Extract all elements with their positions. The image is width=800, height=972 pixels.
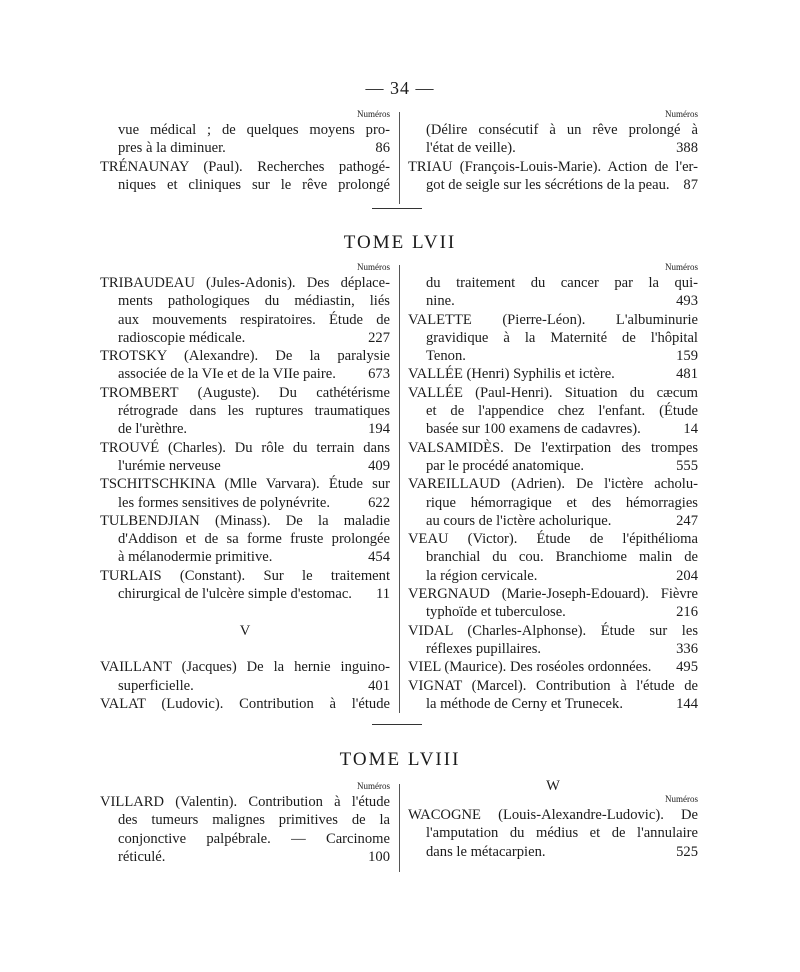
numeros-header: Numéros	[665, 262, 698, 272]
entry-line: l'amputation du médius et de l'annulaire	[426, 825, 698, 842]
entry-line	[408, 658, 698, 676]
column-divider	[399, 265, 400, 713]
column-divider	[399, 112, 400, 204]
entry-line	[100, 365, 390, 383]
entry-text: la région cervicale.	[426, 567, 538, 584]
entry-number: 401	[368, 677, 390, 694]
entry-number: 227	[368, 329, 390, 346]
entry-text: radioscopie médicale.	[118, 329, 246, 346]
entry-number: 86	[375, 140, 390, 157]
entry-number: 336	[676, 640, 698, 657]
entry-line	[100, 494, 390, 512]
tome-lvii-left-column	[100, 261, 390, 713]
entry-line	[408, 457, 698, 475]
entry-line	[408, 420, 698, 438]
entry-line: TRIBAUDEAU (Jules-Adonis). Des déplace-	[100, 275, 390, 291]
section-separator	[372, 724, 422, 725]
entry-line: ments pathologiques du médiastin, liés	[118, 293, 390, 310]
entry-number: 11	[375, 586, 390, 603]
page-number: — 34 —	[365, 78, 435, 98]
entry-text: les formes sensitives de polynévrite.	[118, 494, 330, 511]
entry-line: TROMBERT (Auguste). Du cathétérisme	[100, 384, 390, 401]
entry-text: l'urémie nerveuse	[118, 457, 221, 474]
entry-text: basée sur 100 examens de cadavres).	[426, 421, 641, 438]
entry-number: 216	[676, 604, 698, 621]
entry-number: 100	[368, 848, 390, 865]
entry-line: d'Addison et de sa forme fruste prolongée	[118, 531, 390, 548]
entry-line: aux mouvements respiratoires. Étude de	[118, 311, 390, 328]
entry-line	[100, 585, 390, 603]
entry-number: 194	[368, 421, 390, 438]
entry-text: pres à la diminuer.	[118, 140, 226, 157]
entry-line: TSCHITSCHKINA (Mlle Varvara). Étude sur	[100, 476, 390, 493]
entry-number: 493	[676, 293, 698, 310]
entry-line	[100, 677, 390, 695]
entry-line: VAILLANT (Jacques) De la hernie inguino-	[100, 659, 390, 676]
entry-number: 204	[676, 567, 698, 584]
entry-text: réflexes pupillaires.	[426, 640, 542, 657]
entry-text: réticulé.	[118, 848, 166, 865]
section-separator	[372, 208, 422, 209]
entry-line	[408, 347, 698, 365]
entry-line: (Délire consécutif à un rêve prolongé à	[426, 122, 698, 138]
entry-line	[100, 420, 390, 438]
numeros-header: Numéros	[665, 109, 698, 119]
tome-lvii-heading: TOME LVII	[343, 232, 457, 253]
tome-lvii-right-column	[408, 261, 698, 713]
entry-text: typhoïde et tuberculose.	[426, 604, 566, 621]
entry-text: chirurgical de l'ulcère simple d'estomac.	[118, 586, 352, 603]
entry-number: 14	[683, 421, 698, 438]
entry-text: la méthode de Cerny et Trunecek.	[426, 695, 623, 712]
entry-line: TURLAIS (Constant). Sur le traitement	[100, 567, 390, 584]
entry-line: WACOGNE (Louis-Alexandre-Ludovic). De	[408, 807, 698, 823]
entry-line: VALLÉE (Paul-Henri). Situation du cæcum	[408, 384, 698, 401]
entry-number: 388	[676, 140, 698, 157]
entry-line: rique hémorragique et des hémorragies	[426, 494, 698, 511]
entry-line: TRÉNAUNAY (Paul). Recherches pathogé-	[100, 158, 390, 175]
entry-number: 495	[676, 659, 698, 676]
entry-line: VALETTE (Pierre-Léon). L'albuminurie	[408, 311, 698, 328]
entry-line	[408, 695, 698, 713]
blank-line	[100, 640, 390, 658]
entry-line	[100, 139, 390, 157]
entry-line	[408, 512, 698, 530]
alphabet-letter-heading: V	[239, 622, 251, 639]
entry-text: dans le métacarpien.	[426, 843, 546, 860]
entry-line: TULBENDJIAN (Minass). De la maladie	[100, 512, 390, 529]
entry-line: gravidique à la Maternité de l'hôpital	[426, 329, 698, 346]
entry-text: associée de la VIe et de la VIIe paire.	[118, 366, 336, 383]
entry-number: 622	[368, 494, 390, 511]
entry-line	[408, 603, 698, 621]
entry-line	[408, 292, 698, 310]
entry-number: 481	[676, 366, 698, 383]
entry-text: l'état de veille).	[426, 140, 516, 157]
entry-text: VALLÉE (Henri) Syphilis et ictère.	[408, 366, 615, 383]
entry-line	[100, 548, 390, 566]
entry-text: Tenon.	[426, 348, 466, 365]
entry-line: VALAT (Ludovic). Contribution à l'étude	[100, 695, 390, 712]
entry-number: 247	[676, 512, 698, 529]
entry-number: 525	[676, 843, 698, 860]
entry-line: VAREILLAUD (Adrien). De l'ictère acholu-	[408, 476, 698, 493]
entry-line: du traitement du cancer par la qui-	[426, 275, 698, 291]
entry-text: got de seigle sur les sécrétions de la peau.	[426, 176, 670, 193]
entry-text: de l'urèthre.	[118, 421, 188, 438]
entry-line: VERGNAUD (Marie-Joseph-Edouard). Fièvre	[408, 586, 698, 603]
entry-line: niques et cliniques sur le rêve prolongé	[118, 176, 390, 193]
numeros-header: Numéros	[665, 794, 698, 804]
entry-line	[408, 139, 698, 157]
entry-line: VIGNAT (Marcel). Contribution à l'étude de	[408, 677, 698, 694]
entry-line: VIDAL (Charles-Alphonse). Étude sur les	[408, 622, 698, 639]
entry-line	[408, 640, 698, 658]
entry-line	[100, 848, 390, 866]
numeros-header: Numéros	[357, 262, 390, 272]
entry-number: 555	[676, 457, 698, 474]
tome-lviii-heading: TOME LVIII	[339, 749, 461, 770]
entry-line	[408, 365, 698, 383]
entry-line: TROTSKY (Alexandre). De la paralysie	[100, 348, 390, 365]
tome-lviii-left-column	[100, 780, 390, 866]
entry-line: conjonctive palpébrale. — Carcinome	[118, 830, 390, 847]
entry-text: superficielle.	[118, 677, 194, 694]
entry-line: VEAU (Victor). Étude de l'épithélioma	[408, 531, 698, 548]
entry-line	[408, 843, 698, 861]
entry-number: 144	[676, 695, 698, 712]
numeros-header: Numéros	[357, 109, 390, 119]
entry-line: TROUVÉ (Charles). Du rôle du terrain dans	[100, 439, 390, 456]
blank-line	[100, 603, 390, 621]
entry-line: TRIAU (François-Louis-Marie). Action de l'er-	[408, 158, 698, 175]
entry-text: au cours de l'ictère acholurique.	[426, 512, 612, 529]
entry-text: à mélanodermie primitive.	[118, 549, 273, 566]
entry-line: branchial du cou. Branchiome malin de	[426, 549, 698, 566]
entry-number: 673	[368, 366, 390, 383]
alphabet-letter-heading: W	[546, 778, 560, 794]
entry-line: rétrograde dans les ruptures traumatiques	[118, 403, 390, 420]
entry-number: 87	[683, 176, 698, 193]
entry-line: et de l'appendice chez l'enfant. (Étude	[426, 403, 698, 420]
entry-line	[408, 567, 698, 585]
entry-number: 409	[368, 457, 390, 474]
column-divider	[399, 784, 400, 872]
top-right-column	[408, 108, 698, 194]
numeros-header: Numéros	[357, 781, 390, 791]
entry-number: 159	[676, 348, 698, 365]
entry-number: 454	[368, 549, 390, 566]
entry-line: des tumeurs malignes primitives de la	[118, 812, 390, 829]
entry-text: par le procédé anatomique.	[426, 457, 585, 474]
entry-line: vue médical ; de quelques moyens pro-	[118, 122, 390, 138]
entry-line: VALSAMIDÈS. De l'extirpation des trompes	[408, 439, 698, 456]
entry-line	[100, 457, 390, 475]
entry-line	[100, 329, 390, 347]
entry-line: VILLARD (Valentin). Contribution à l'étude	[100, 794, 390, 810]
entry-line	[408, 176, 698, 194]
entry-text: VIEL (Maurice). Des roséoles ordonnées.	[408, 659, 652, 676]
entry-text: nine.	[426, 293, 455, 310]
tome-lviii-right-column	[408, 780, 698, 861]
top-left-column	[100, 108, 390, 194]
